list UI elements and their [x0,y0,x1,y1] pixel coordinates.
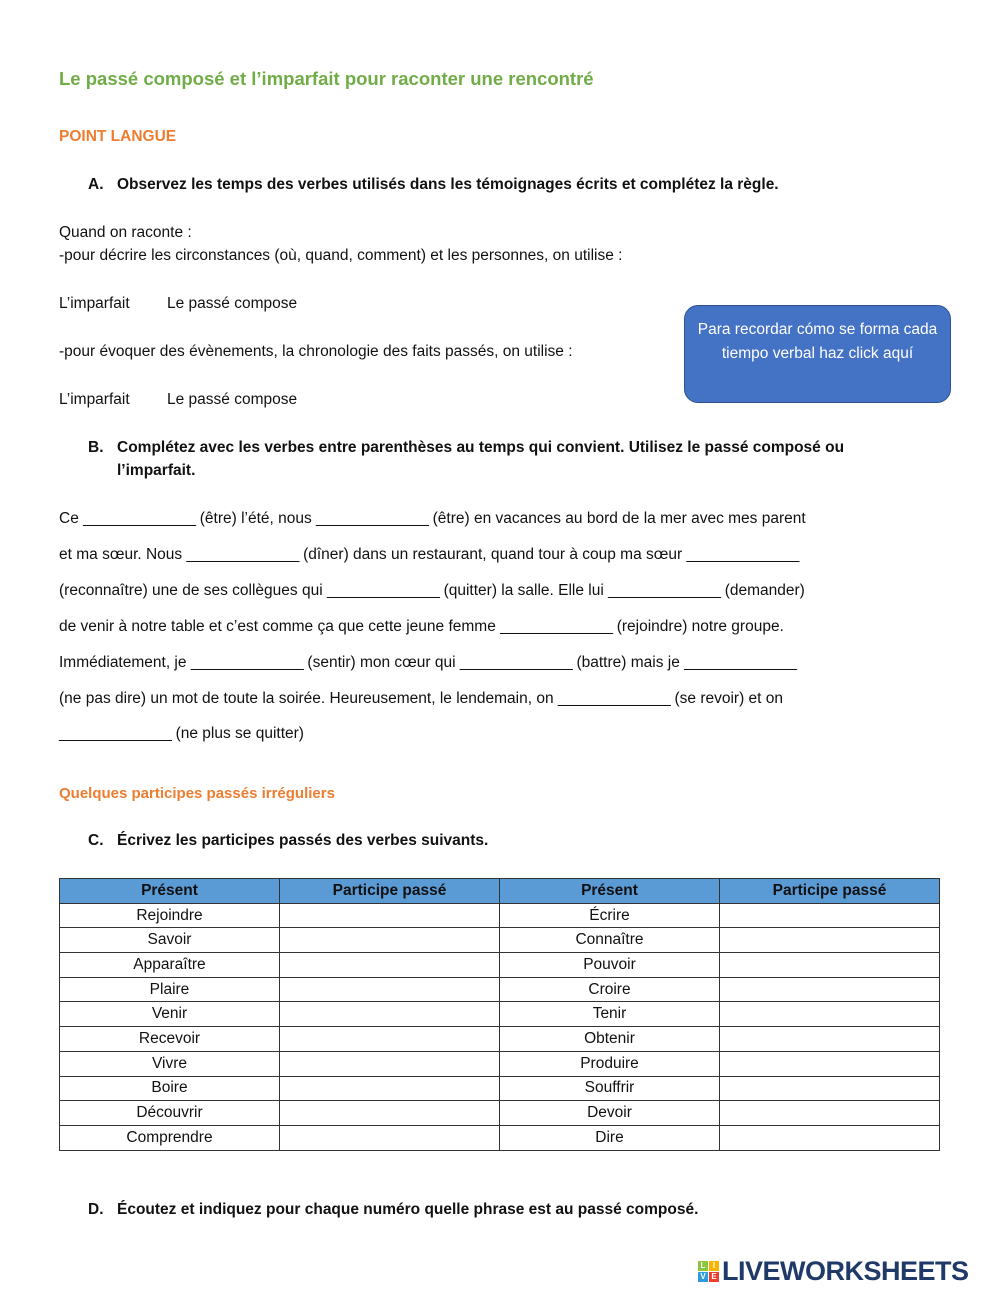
participe-input[interactable] [280,903,500,928]
verb-blank-input[interactable]: ______________ [686,545,799,563]
verb-present: Tenir [500,1002,720,1027]
verb-present: Savoir [60,928,280,953]
rule-line-circumstances: -pour décrire les circonstances (où, quand, comment) et les personnes, on utilise : [59,247,623,264]
paragraph-text: (être) l’été, nous [195,510,317,527]
paragraph-text: et ma sœur. Nous [59,545,187,563]
paragraph-text: (ne pas dire) un mot de toute la soirée. Heureusement, le lendemain, on [59,689,558,707]
paragraph-text: (battre) mais je [572,653,685,671]
paragraph-text: (se revoir) et on [670,689,784,707]
table-row [60,977,940,1002]
section-a-label: A. [88,176,104,193]
participe-input[interactable] [720,1076,940,1101]
participe-input[interactable] [280,1051,500,1076]
page-title: Le passé composé et l’imparfait pour raconter une rencontré [59,68,594,89]
logo-letter: V [698,1272,708,1282]
section-b-instruction-2: l’imparfait. [117,462,196,479]
table-row [60,1125,940,1150]
verb-present: Produire [500,1051,720,1076]
verb-present: Connaître [500,928,720,953]
verb-present: Comprendre [60,1125,280,1150]
participe-input[interactable] [280,1027,500,1052]
section-d-label: D. [88,1201,104,1218]
verb-blank-input[interactable]: ______________ [59,725,172,743]
verb-present: Devoir [500,1101,720,1126]
paragraph-line [59,725,304,743]
section-b-label: B. [88,439,104,456]
paragraph-text: (rejoindre) notre groupe. [612,617,784,635]
verb-present: Boire [60,1076,280,1101]
verb-present: Rejoindre [60,903,280,928]
participes-heading: Quelques participes passés irréguliers [59,785,335,802]
verb-blank-input[interactable]: ______________ [684,653,797,671]
verb-present: Souffrir [500,1076,720,1101]
verb-present: Vivre [60,1051,280,1076]
table-row [60,928,940,953]
participe-input[interactable] [720,1125,940,1150]
participe-input[interactable] [720,1101,940,1126]
table-row [60,1076,940,1101]
verb-present: Découvrir [60,1101,280,1126]
verb-blank-input[interactable]: ______________ [316,510,429,527]
reminder-link-button[interactable]: Para recordar cómo se forma cada tiempo verbal haz click aquí [684,305,951,403]
paragraph-text: de venir à notre table et c’est comme ça que cette jeune femme [59,617,501,635]
table-row [60,1051,940,1076]
logo-letter: I [709,1261,719,1271]
paragraph-text: (reconnaître) une de ses collègues qui [59,581,327,599]
paragraph-text: Ce [59,510,84,527]
verb-blank-input[interactable]: ______________ [83,510,196,527]
participe-input[interactable] [280,928,500,953]
option-imparfait-2[interactable]: L’imparfait [59,391,130,408]
verb-blank-input[interactable]: ______________ [500,617,613,635]
participe-input[interactable] [720,903,940,928]
liveworksheets-logo [698,1256,969,1287]
paragraph-line [59,546,799,564]
paragraph-line [59,654,796,672]
paragraph-text: (dîner) dans un restaurant, quand tour à coup ma sœur [298,545,687,563]
paragraph-line [59,582,805,600]
header-participe: Participe passé [280,879,500,904]
verb-present: Apparaître [60,953,280,978]
participe-input[interactable] [720,953,940,978]
logo-letter: L [698,1261,708,1271]
participe-input[interactable] [280,1125,500,1150]
paragraph-text: (sentir) mon cœur qui [303,653,460,671]
paragraph-text: Immédiatement, je [59,653,191,671]
paragraph-line [59,618,784,636]
participe-input[interactable] [720,928,940,953]
participe-input[interactable] [720,1002,940,1027]
verb-blank-input[interactable]: ______________ [190,653,304,671]
verb-present: Écrire [500,903,720,928]
section-c-label: C. [88,832,104,849]
section-c-instruction: Écrivez les participes passés des verbes suivants. [117,832,489,849]
rule-intro: Quand on raconte : [59,224,192,241]
table-row [60,1002,940,1027]
table-row [60,953,940,978]
participe-input[interactable] [280,977,500,1002]
option-imparfait-1[interactable]: L’imparfait [59,295,130,312]
logo-icon [698,1261,719,1282]
table-row [60,903,940,928]
paragraph-text: (ne plus se quitter) [171,725,304,743]
participe-input[interactable] [720,977,940,1002]
verb-blank-input[interactable]: ______________ [557,689,671,707]
paragraph-text: (demander) [720,581,805,599]
header-present: Présent [500,879,720,904]
verb-blank-input[interactable]: ______________ [186,545,299,563]
table-row [60,1101,940,1126]
verb-present: Pouvoir [500,953,720,978]
paragraph-text: (être) en vacances au bord de la mer avec mes parent [428,510,806,527]
verb-blank-input[interactable]: ______________ [608,581,721,599]
section-a-instruction: Observez les temps des verbes utilisés dans les témoignages écrits et complétez la règle. [117,176,779,193]
header-participe: Participe passé [720,879,940,904]
participe-input[interactable] [280,953,500,978]
verb-present: Venir [60,1002,280,1027]
verb-present: Dire [500,1125,720,1150]
option-passe-compose-1[interactable]: Le passé compose [167,295,298,312]
table-row [60,1027,940,1052]
participes-table [59,878,940,1151]
participe-input[interactable] [280,1076,500,1101]
section-b-instruction-1: Complétez avec les verbes entre parenthèses au temps qui convient. Utilisez le passé composé ou [117,439,845,456]
option-passe-compose-2[interactable]: Le passé compose [167,391,298,408]
logo-letter: E [709,1272,719,1282]
rule-line-events: -pour évoquer des évènements, la chronologie des faits passés, on utilise : [59,343,573,360]
logo-text: LIVEWORKSHEETS [722,1256,969,1286]
table-header-row [60,879,940,904]
paragraph-text: (quitter) la salle. Elle lui [439,581,609,599]
verb-present: Recevoir [60,1027,280,1052]
verb-present: Croire [500,977,720,1002]
section-d-instruction: Écoutez et indiquez pour chaque numéro quelle phrase est au passé composé. [117,1201,699,1218]
verb-present: Obtenir [500,1027,720,1052]
verb-present: Plaire [60,977,280,1002]
participe-input[interactable] [720,1051,940,1076]
paragraph-line [59,690,783,708]
participe-input[interactable] [720,1027,940,1052]
paragraph-line [59,510,806,528]
participe-input[interactable] [280,1002,500,1027]
verb-blank-input[interactable]: ______________ [326,581,440,599]
verb-blank-input[interactable]: ______________ [459,653,573,671]
participe-input[interactable] [280,1101,500,1126]
point-langue-heading: POINT LANGUE [59,128,177,145]
header-present: Présent [60,879,280,904]
